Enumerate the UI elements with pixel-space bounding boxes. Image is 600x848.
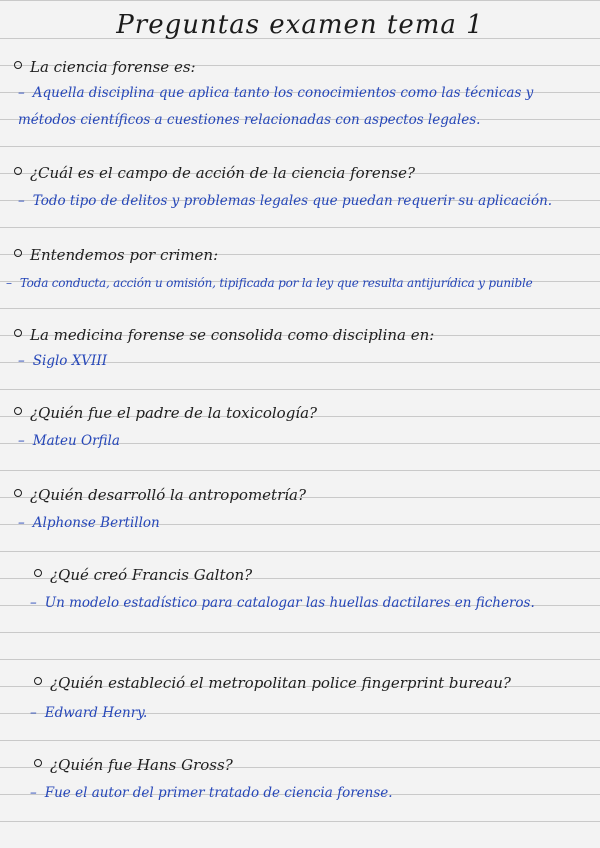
answer-text: Aquella disciplina que aplica tanto los conocimientos como las técnicas y métodos científicos a cuestiones relacionadas con aspectos legales.	[18, 85, 534, 128]
dash-icon: –	[18, 515, 25, 531]
question-2	[14, 164, 415, 182]
answer-text: Un modelo estadístico para catalogar las huellas dactilares en ficheros.	[44, 595, 535, 611]
answer-1	[18, 80, 590, 134]
question-text: ¿Cuál es el campo de acción de la ciencia forense?	[30, 164, 415, 182]
answer-9	[30, 780, 600, 807]
dash-icon: –	[30, 785, 37, 801]
question-5	[14, 404, 317, 422]
bullet-icon	[34, 759, 42, 767]
answer-text: Mateu Orfila	[32, 433, 120, 449]
answer-text: Siglo XVIII	[32, 353, 108, 369]
bullet-icon	[14, 489, 22, 497]
dash-icon: –	[18, 353, 25, 369]
bullet-icon	[14, 329, 22, 337]
bullet-icon	[34, 569, 42, 577]
answer-3	[6, 270, 578, 297]
dash-icon: –	[18, 433, 25, 449]
question-text: ¿Quién fue el padre de la toxicología?	[30, 404, 318, 422]
dash-icon: –	[30, 595, 37, 611]
answer-2	[18, 188, 590, 215]
bullet-icon	[14, 249, 22, 257]
answer-text: Edward Henry.	[44, 705, 148, 721]
answer-text: Todo tipo de delitos y problemas legales que puedan requerir su aplicación.	[32, 193, 553, 209]
answer-4	[18, 348, 590, 375]
question-6	[14, 486, 306, 504]
question-7	[34, 566, 252, 584]
bullet-icon	[34, 677, 42, 685]
answer-text: Fue el autor del primer tratado de ciencia forense.	[44, 785, 393, 801]
question-text: La ciencia forense es:	[30, 58, 196, 76]
question-8	[34, 674, 511, 692]
question-text: ¿Quién desarrolló la antropometría?	[30, 486, 307, 504]
dash-icon: –	[18, 193, 25, 209]
answer-text: Toda conducta, acción u omisión, tipificada por la ley que resulta antijurídica y punible	[19, 276, 533, 290]
answer-8	[30, 700, 600, 727]
question-text: ¿Quién estableció el metropolitan police fingerprint bureau?	[50, 674, 511, 692]
question-text: ¿Qué creó Francis Galton?	[50, 566, 253, 584]
question-9	[34, 756, 233, 774]
question-3	[14, 246, 218, 264]
question-text: Entendemos por crimen:	[30, 246, 219, 264]
page-title: Preguntas examen tema 1	[116, 10, 484, 40]
answer-5	[18, 428, 590, 455]
bullet-icon	[14, 407, 22, 415]
dash-icon: –	[30, 705, 37, 721]
dash-icon: –	[18, 85, 25, 101]
answer-7	[30, 590, 570, 617]
question-1	[14, 58, 196, 76]
question-4	[14, 326, 434, 344]
question-text: La medicina forense se consolida como disciplina en:	[30, 326, 435, 344]
answer-6	[18, 510, 590, 537]
bullet-icon	[14, 61, 22, 69]
dash-icon: –	[6, 276, 12, 290]
bullet-icon	[14, 167, 22, 175]
answer-text: Alphonse Bertillon	[32, 515, 160, 531]
question-text: ¿Quién fue Hans Gross?	[50, 756, 233, 774]
